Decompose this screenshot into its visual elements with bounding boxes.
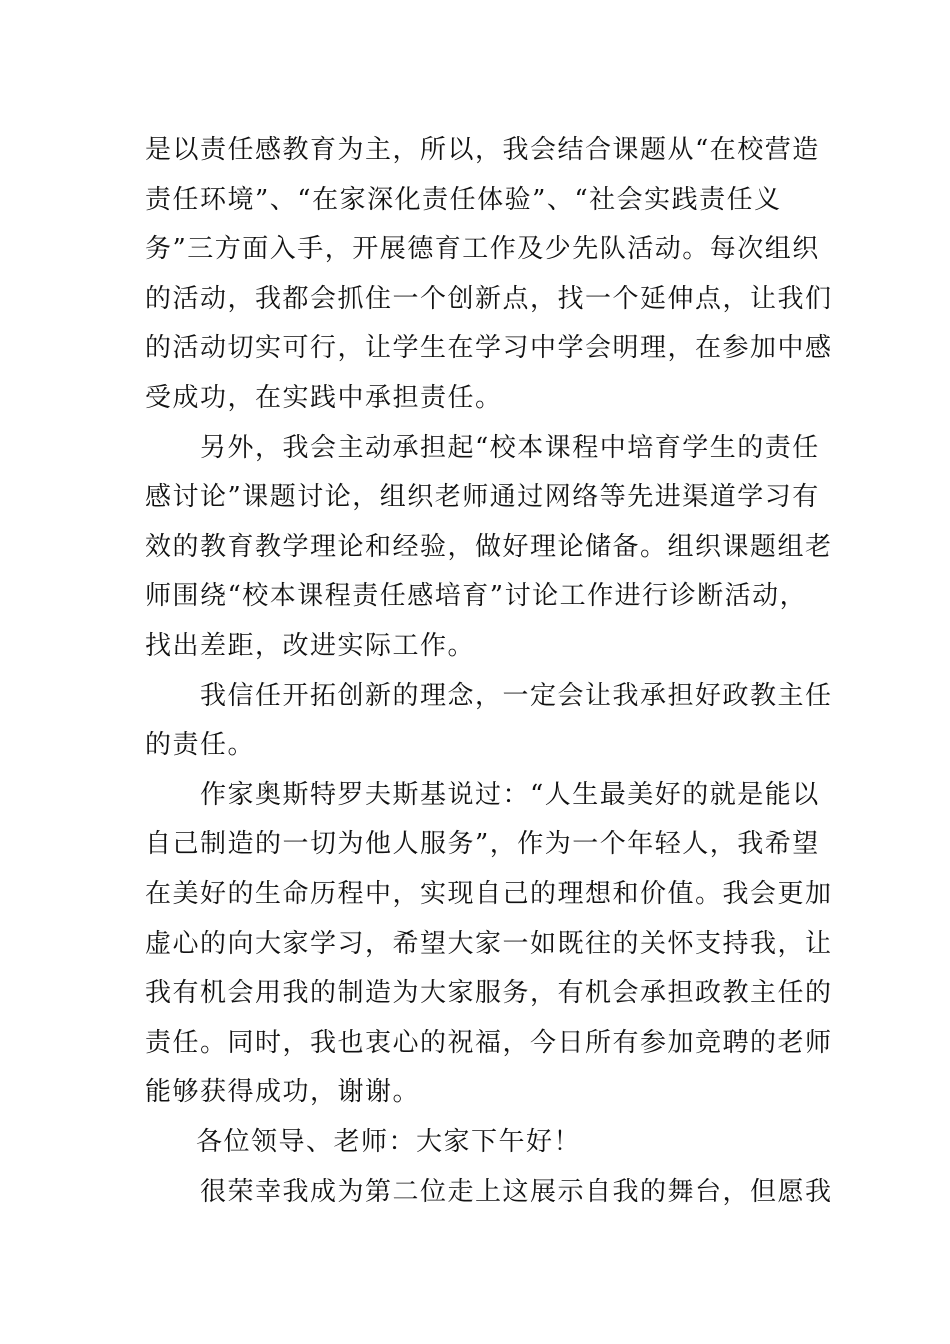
text-line: 自己制造的一切为他人服务”，作为一个年轻人，我希望	[145, 829, 820, 859]
paragraph-first-line: 很荣幸我成为第二位走上这展示自我的舞台，但愿我	[200, 1177, 833, 1207]
text-line: 能够获得成功，谢谢。	[145, 1077, 421, 1107]
text-line: 务”三方面入手，开展德育工作及少先队活动。每次组织	[145, 234, 820, 264]
text-line: 受成功，在实践中承担责任。	[145, 383, 503, 413]
paragraph-first-line: 另外，我会主动承担起“校本课程中培育学生的责任	[200, 433, 820, 463]
text-line: 虚心的向大家学习，希望大家一如既往的关怀支持我，让	[145, 929, 833, 959]
text-line: 感讨论”课题讨论，组织老师通过网络等先进渠道学习有	[145, 482, 820, 512]
text-line: 师围绕“校本课程责任感培育”讨论工作进行诊断活动，	[145, 581, 808, 611]
greeting-line: 各位领导、老师：大家下午好！	[196, 1127, 582, 1157]
text-line: 找出差距，改进实际工作。	[145, 631, 476, 661]
text-line: 在美好的生命历程中，实现自己的理想和价值。我会更加	[145, 879, 833, 909]
text-line: 我有机会用我的制造为大家服务，有机会承担政教主任的	[145, 978, 833, 1008]
text-line: 的活动，我都会抓住一个创新点，找一个延伸点，让我们	[145, 284, 833, 314]
paragraph-first-line: 我信任开拓创新的理念，一定会让我承担好政教主任	[200, 681, 833, 711]
text-line: 效的教育教学理论和经验，做好理论储备。组织课题组老	[145, 532, 833, 562]
text-line: 的活动切实可行，让学生在学习中学会明理，在参加中感	[145, 333, 833, 363]
text-line: 是以责任感教育为主，所以，我会结合课题从“在校营造	[145, 135, 820, 165]
paragraph-first-line: 作家奥斯特罗夫斯基说过：“人生最美好的就是能以	[200, 780, 820, 810]
text-line: 责任。同时，我也衷心的祝福，今日所有参加竞聘的老师	[145, 1028, 833, 1058]
text-line: 责任环境”、“在家深化责任体验”、“社会实践责任义	[145, 185, 782, 215]
text-line: 的责任。	[145, 730, 256, 760]
